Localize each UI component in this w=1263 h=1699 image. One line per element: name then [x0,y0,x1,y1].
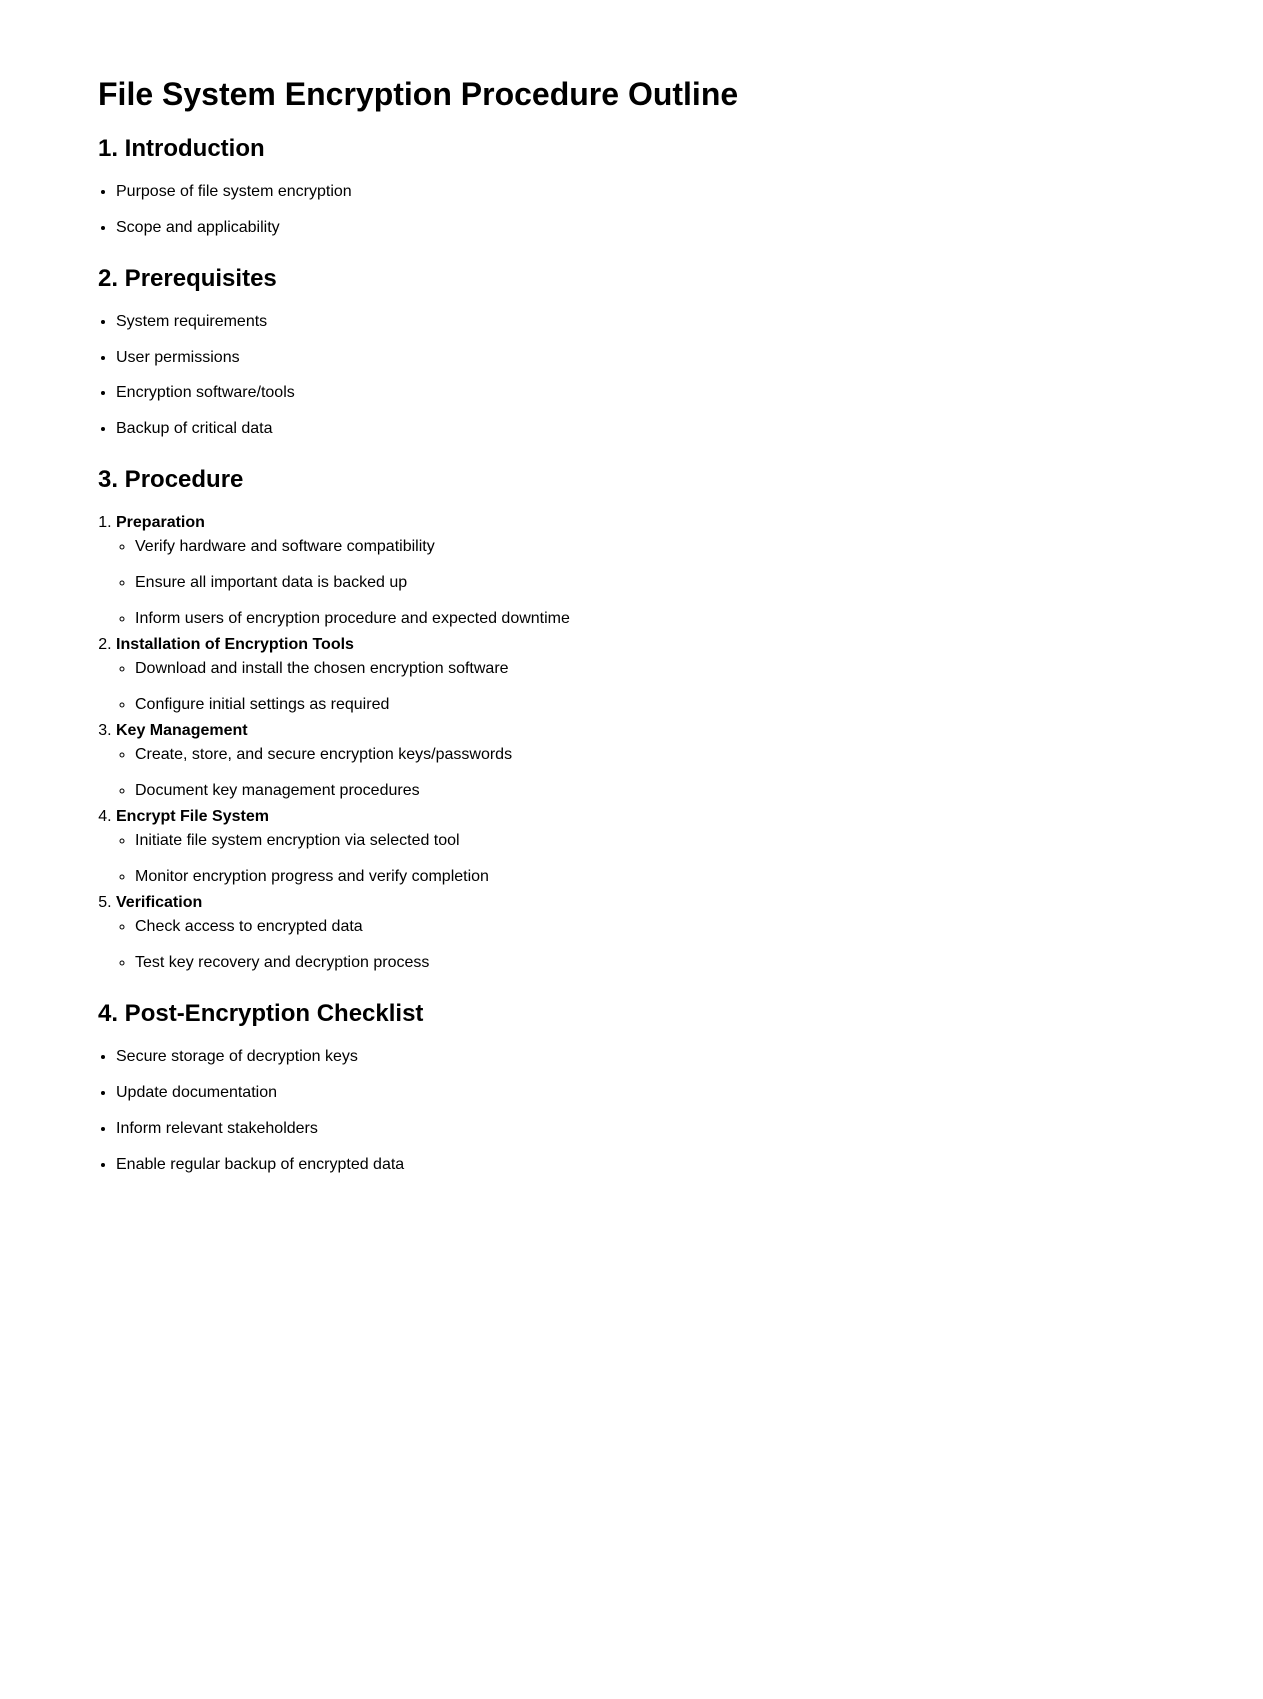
checklist-list [98,1047,1098,1174]
procedure-step [116,807,1098,887]
procedure-step [116,513,1098,629]
sub-item: ◦ Create, store, and secure encryption keys/passwords [135,745,1098,765]
step-title: Key Management [116,722,248,740]
list-item: • Secure storage of decryption keys [116,1047,1098,1067]
list-item: • Purpose of file system encryption [116,182,1098,202]
page-title: File System Encryption Procedure Outline [98,76,739,112]
sub-item: ◦ Inform users of encryption procedure and expected downtime [135,609,1098,629]
step-title: Encrypt File System [116,808,269,826]
procedure-step [116,635,1098,715]
sub-item: ◦ Configure initial settings as required [135,695,1098,715]
list-item: • User permissions [116,348,1098,368]
section-heading: 4. Post-Encryption Checklist [98,1000,424,1028]
prerequisites-list [98,312,1098,439]
procedure-step [116,721,1098,801]
section-heading: 1. Introduction [98,135,265,162]
section-post-encryption-checklist [98,999,1098,1174]
sub-item: ◦ Download and install the chosen encryption software [135,659,1098,679]
section-procedure [98,465,1098,973]
section-heading: 3. Procedure [98,466,244,494]
sub-item: ◦ Initiate file system encryption via selected tool [135,831,1098,851]
list-item: • Backup of critical data [116,419,1098,439]
list-item: • Scope and applicability [116,218,1098,238]
list-item: • Inform relevant stakeholders [116,1119,1098,1139]
list-item: • Enable regular backup of encrypted data [116,1155,1098,1175]
sub-item: ◦ Test key recovery and decryption process [135,953,1098,973]
step-sublist [116,537,1098,629]
section-heading: 2. Prerequisites [98,264,277,292]
step-title: Verification [116,894,203,912]
procedure-step [116,893,1098,973]
step-sublist [116,831,1098,887]
sub-item: ◦ Verify hardware and software compatibility [135,537,1098,557]
sub-item: ◦ Monitor encryption progress and verify completion [135,867,1098,887]
list-item: • Update documentation [116,1083,1098,1103]
section-prerequisites [98,264,1098,439]
step-title: Installation of Encryption Tools [116,636,354,654]
list-item: • Encryption software/tools [116,383,1098,403]
introduction-list [98,182,1098,238]
sub-item: ◦ Ensure all important data is backed up [135,573,1098,593]
document-page [98,74,1098,1201]
sub-item: ◦ Check access to encrypted data [135,917,1098,937]
procedure-steps [98,513,1098,973]
step-sublist [116,745,1098,801]
step-sublist [116,917,1098,973]
step-sublist [116,659,1098,715]
step-title: Preparation [116,514,205,532]
sub-item: ◦ Document key management procedures [135,781,1098,801]
section-introduction [98,134,1098,238]
list-item: • System requirements [116,312,1098,332]
